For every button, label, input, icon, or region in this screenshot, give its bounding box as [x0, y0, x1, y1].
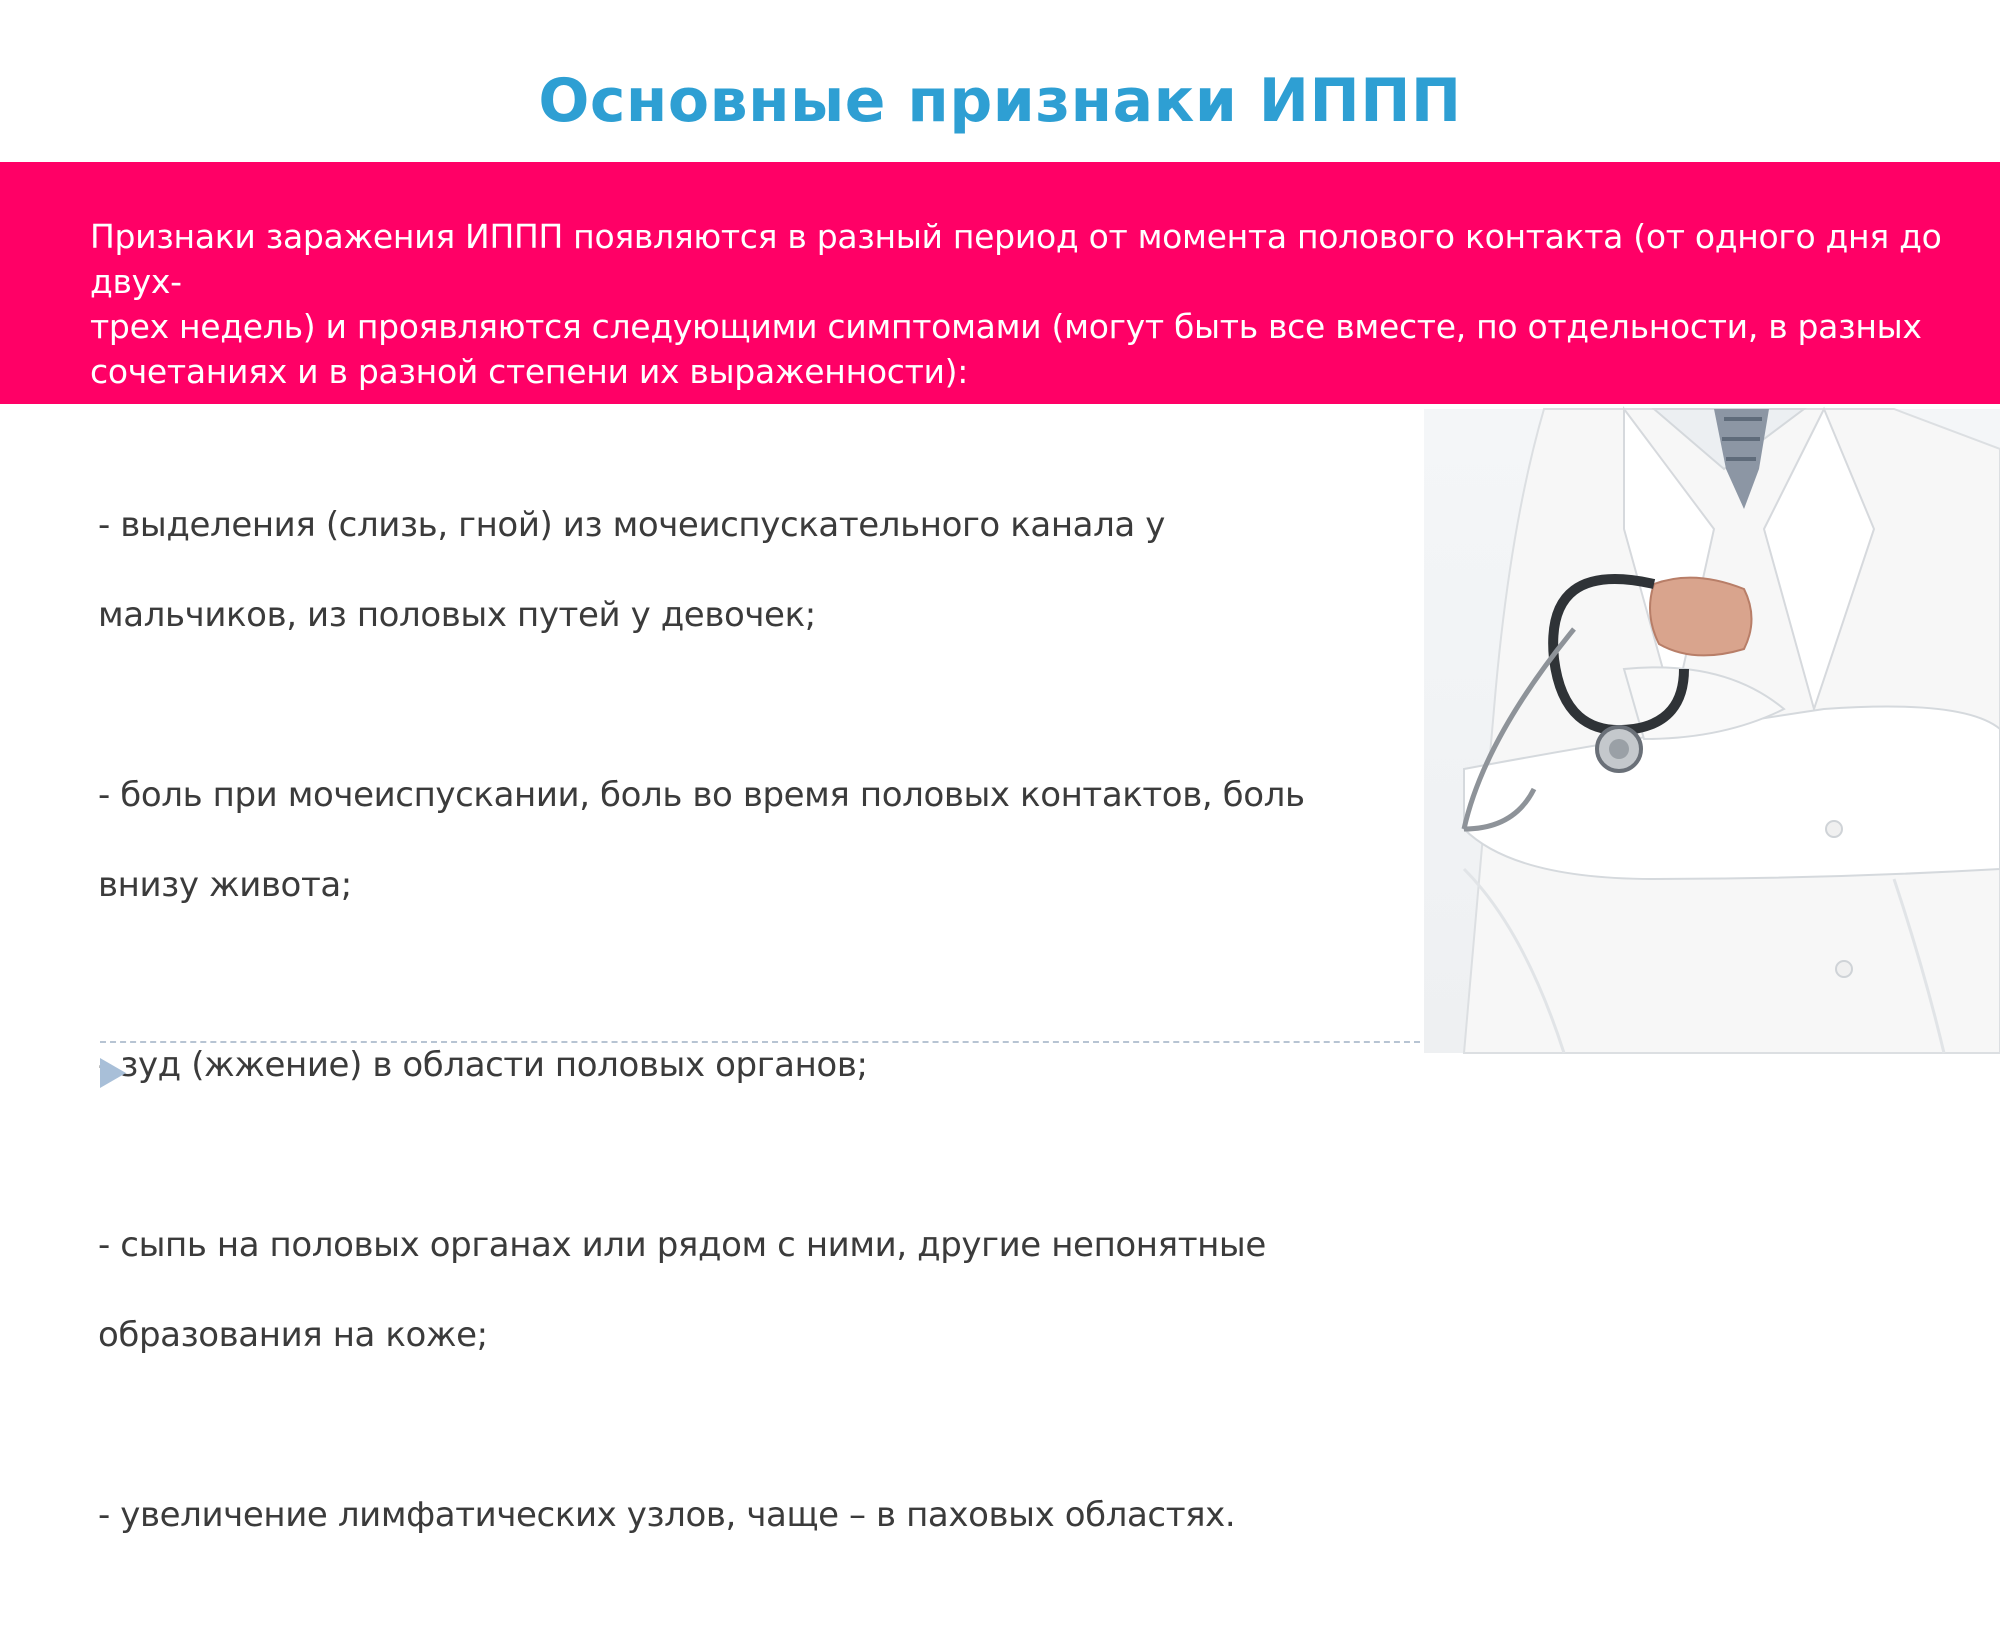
footer-divider	[100, 1041, 1420, 1043]
symptom-item	[98, 1178, 1368, 1403]
symptom-item	[98, 998, 1368, 1133]
symptom-item	[98, 458, 1368, 683]
symptom-line: мальчиков, из половых путей у девочек;	[98, 595, 816, 635]
symptom-line: - зуд (жжение) в области половых органов;	[98, 1045, 868, 1085]
symptom-line: образования на коже;	[98, 1315, 488, 1355]
intro-line: сочетаниях и в разной степени их выраженности):	[90, 352, 969, 391]
symptom-line: внизу живота;	[98, 865, 352, 905]
intro-line: Признаки заражения ИППП появляются в разный период от момента полового контакта (от одного дня до двух-	[90, 217, 1942, 301]
symptom-line: - сыпь на половых органах или рядом с ними, другие непонятные	[98, 1225, 1266, 1265]
symptom-line: - увеличение лимфатических узлов, чаще – в паховых областях.	[98, 1495, 1236, 1535]
intro-line: трех недель) и проявляются следующими симптомами (могут быть все вместе, по отдельности, в разных	[90, 307, 1922, 346]
symptom-item	[98, 728, 1368, 953]
triangle-right-icon[interactable]	[100, 1058, 126, 1088]
symptom-line: - выделения (слизь, гной) из мочеиспускательного канала у	[98, 505, 1165, 545]
doctor-illustration	[1424, 409, 2000, 1053]
symptom-item	[98, 1448, 1368, 1583]
symptom-list	[98, 458, 1368, 1628]
intro-banner	[0, 162, 2000, 404]
intro-text	[90, 214, 1950, 394]
slide-title: Основные признаки ИППП	[538, 66, 1462, 136]
doctor-photo	[1424, 409, 2000, 1053]
symptom-line: - боль при мочеиспускании, боль во время половых контактов, боль	[98, 775, 1305, 815]
